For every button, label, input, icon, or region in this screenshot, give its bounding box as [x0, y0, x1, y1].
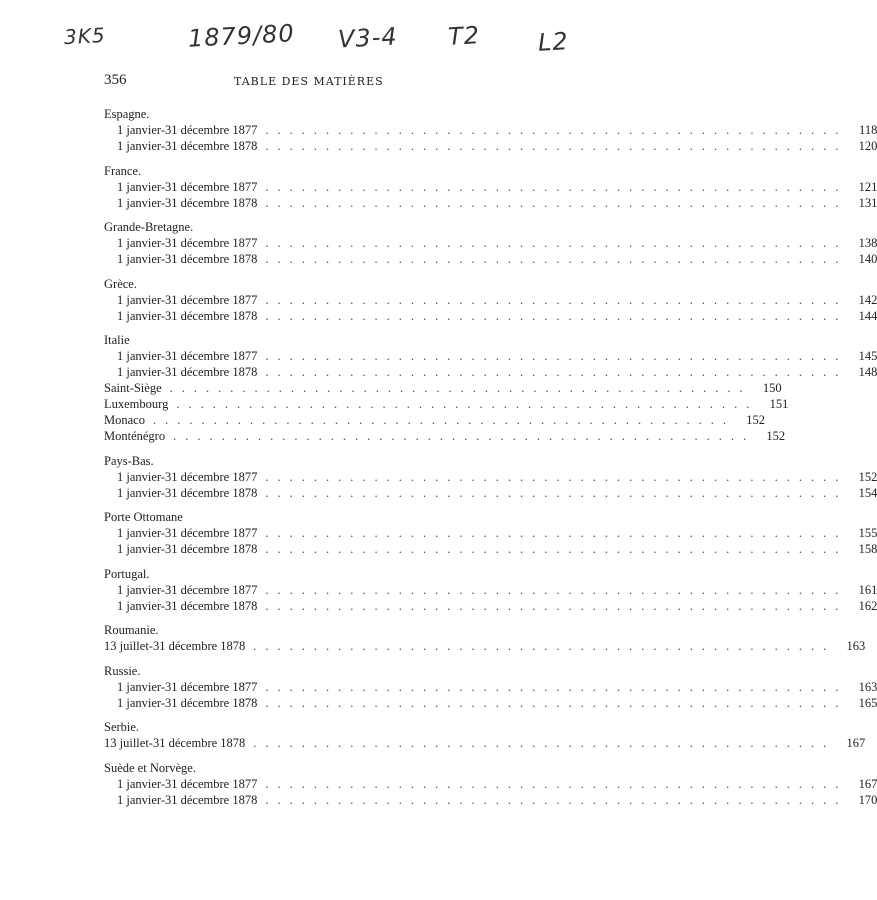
country-heading: France. — [104, 163, 142, 178]
toc-entry[interactable]: 1 janvier-31 décembre 1878 ................................................ 154 — [117, 485, 877, 500]
entry-page: 140 — [858, 252, 877, 266]
toc-entry[interactable]: 1 janvier-31 décembre 1877 ................................................ 152 — [117, 469, 877, 484]
entry-page: 148 — [858, 365, 877, 379]
country-heading: Serbie. — [104, 720, 140, 734]
country-heading: Roumanie. — [104, 623, 159, 637]
toc-entry[interactable]: 1 janvier-31 décembre 1878 ................................................ 162 — [117, 598, 877, 613]
entry-label: 1 janvier-31 décembre 1878 — [117, 195, 258, 210]
handwritten-annotations — [0, 18, 605, 58]
entry-page: 165 — [858, 695, 877, 710]
entry-label: 1 janvier-31 décembre 1878 — [117, 139, 258, 153]
country-heading: Portugal. — [104, 566, 150, 581]
entry-label: 1 janvier-31 décembre 1877 — [117, 349, 258, 363]
handwritten-note: V3-4 — [337, 22, 399, 54]
entry-page: 121 — [858, 179, 877, 194]
entry-label: 1 janvier-31 décembre 1877 — [117, 526, 258, 540]
entry-label: Luxembourg — [104, 397, 169, 411]
toc-entry[interactable]: 1 janvier-31 décembre 1877 ................................................ 155 — [117, 526, 877, 540]
toc-entry[interactable]: 1 janvier-31 décembre 1877 ................................................ 163 — [117, 679, 877, 694]
toc-entry[interactable]: 1 janvier-31 décembre 1877 ................................................ 167 — [117, 776, 877, 791]
handwritten-note: L2 — [537, 27, 570, 57]
entry-label: 1 janvier-31 décembre 1878 — [117, 792, 258, 807]
toc-entry-monaco[interactable]: Monaco ................................................ 152 — [104, 413, 765, 427]
handwritten-note: 3K5 — [63, 22, 107, 50]
toc-entry[interactable]: 1 janvier-31 décembre 1878 ................................................ 170 — [117, 792, 877, 807]
country-heading: Suède et Norvège. — [104, 760, 196, 775]
country-heading: Grèce. — [104, 276, 137, 291]
country-heading: Italie — [104, 333, 130, 347]
entry-label: Monaco — [104, 413, 145, 427]
country-heading: Espagne. — [104, 107, 150, 121]
toc-section-grece — [104, 276, 877, 324]
entry-label: Monténégro — [104, 429, 166, 443]
entry-label: 1 janvier-31 décembre 1877 — [117, 179, 258, 194]
entry-page: 145 — [858, 349, 877, 363]
toc-section-grande-bretagne — [104, 219, 877, 267]
toc-entry[interactable]: 13 juillet-31 décembre 1878 ................................................ 167 — [104, 736, 866, 750]
entry-label: Saint-Siège — [104, 381, 162, 395]
toc-entry[interactable]: 1 janvier-31 décembre 1878 ................................................ 120 — [117, 139, 877, 153]
page-header — [104, 72, 534, 92]
entry-page: 158 — [858, 542, 877, 556]
entry-label: 1 janvier-31 décembre 1878 — [117, 365, 258, 379]
toc-section-roumanie — [104, 622, 866, 654]
toc-section-portugal — [104, 566, 877, 614]
entry-label: 1 janvier-31 décembre 1877 — [117, 582, 258, 597]
country-heading: Grande-Bretagne. — [104, 220, 194, 234]
country-heading: Pays-Bas. — [104, 453, 154, 468]
entry-page: 131 — [858, 195, 877, 210]
toc-entry[interactable]: 1 janvier-31 décembre 1877 ................................................ 118 — [117, 123, 877, 137]
toc-entry[interactable]: 1 janvier-31 décembre 1877 ................................................ 145 — [117, 349, 877, 363]
table-of-contents — [104, 106, 877, 816]
entry-page: 152 — [746, 413, 765, 427]
entry-label: 1 janvier-31 décembre 1877 — [117, 292, 258, 307]
toc-entry[interactable]: 1 janvier-31 décembre 1878 ................................................ 144 — [117, 308, 877, 323]
entry-page: 152 — [766, 429, 786, 443]
entry-label: 1 janvier-31 décembre 1878 — [117, 252, 258, 266]
toc-entry-saint-siege[interactable]: Saint-Siège ................................................ 150 — [104, 381, 782, 395]
entry-label: 1 janvier-31 décembre 1877 — [117, 236, 258, 250]
entry-page: 118 — [859, 123, 877, 137]
entry-page: 152 — [858, 469, 877, 484]
toc-entry[interactable]: 13 juillet-31 décembre 1878 ................................................ 163 — [104, 639, 866, 653]
running-title: TABLE DES MATIÈRES — [234, 75, 384, 88]
country-heading: Porte Ottomane — [104, 510, 183, 524]
toc-section-porte-ottomane — [104, 509, 877, 557]
entry-page: 155 — [858, 526, 877, 540]
entry-page: 161 — [858, 582, 877, 597]
entry-page: 154 — [858, 485, 877, 500]
toc-entry[interactable]: 1 janvier-31 décembre 1878 ................................................ 158 — [117, 542, 877, 556]
entry-page: 170 — [858, 792, 877, 807]
entry-page: 150 — [762, 381, 782, 395]
entry-label: 1 janvier-31 décembre 1877 — [117, 776, 258, 791]
entry-page: 163 — [858, 679, 877, 694]
entry-page: 120 — [858, 139, 877, 153]
page-number: 356 — [104, 72, 127, 88]
entry-page: 144 — [858, 308, 877, 323]
toc-section-pays-bas — [104, 453, 877, 501]
entry-page: 142 — [858, 292, 877, 307]
entry-page: 167 — [858, 776, 877, 791]
entry-label: 1 janvier-31 décembre 1878 — [117, 598, 258, 613]
toc-entry[interactable]: 1 janvier-31 décembre 1878 ................................................ 140 — [117, 252, 877, 266]
country-heading: Russie. — [104, 663, 141, 678]
toc-section-suede-norvege — [104, 760, 877, 808]
toc-entry-luxembourg[interactable]: Luxembourg ................................................ 151 — [104, 397, 789, 411]
toc-section-italie — [104, 332, 877, 444]
toc-entry[interactable]: 1 janvier-31 décembre 1878 ................................................ 131 — [117, 195, 877, 210]
toc-entry[interactable]: 1 janvier-31 décembre 1877 ................................................ 138 — [117, 236, 877, 250]
toc-entry-montenegro[interactable]: Monténégro ................................................ 152 — [104, 429, 786, 443]
entry-label: 13 juillet-31 décembre 1878 — [104, 639, 246, 653]
handwritten-note: T2 — [447, 21, 481, 51]
entry-label: 1 janvier-31 décembre 1877 — [117, 123, 258, 137]
entry-label: 1 janvier-31 décembre 1878 — [117, 308, 258, 323]
entry-page: 163 — [846, 639, 866, 653]
toc-entry[interactable]: 1 janvier-31 décembre 1877 ................................................ 142 — [117, 292, 877, 307]
toc-section-france — [104, 163, 877, 211]
entry-page: 138 — [858, 236, 877, 250]
entry-page: 151 — [769, 397, 789, 411]
toc-entry[interactable]: 1 janvier-31 décembre 1877 ................................................ 161 — [117, 582, 877, 597]
entry-page: 162 — [858, 598, 877, 613]
entry-label: 1 janvier-31 décembre 1878 — [117, 542, 258, 556]
toc-section-espagne — [104, 106, 877, 154]
toc-section-russie — [104, 663, 877, 711]
toc-entry[interactable]: 1 janvier-31 décembre 1878 ................................................ 148 — [117, 365, 877, 379]
entry-label: 1 janvier-31 décembre 1877 — [117, 469, 258, 484]
toc-section-serbie — [104, 719, 866, 751]
entry-label: 1 janvier-31 décembre 1878 — [117, 695, 258, 710]
entry-page: 167 — [846, 736, 866, 750]
toc-entry[interactable]: 1 janvier-31 décembre 1877 ................................................ 121 — [117, 179, 877, 194]
handwritten-note: 1879/80 — [187, 19, 296, 53]
entry-label: 13 juillet-31 décembre 1878 — [104, 736, 246, 750]
toc-entry[interactable]: 1 janvier-31 décembre 1878 ................................................ 165 — [117, 695, 877, 710]
entry-label: 1 janvier-31 décembre 1878 — [117, 485, 258, 500]
entry-label: 1 janvier-31 décembre 1877 — [117, 679, 258, 694]
